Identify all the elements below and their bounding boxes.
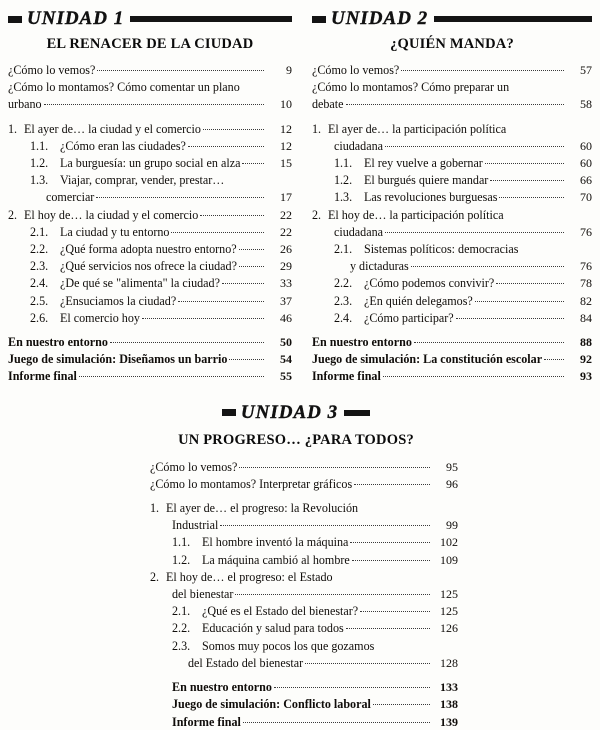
banner-rule-icon [130,16,292,22]
dot-leader [200,215,264,216]
toc-entry[interactable] [150,500,458,533]
unit-2-title: ¿QUIÉN MANDA? [390,36,514,52]
toc-entry-page: 60 [580,138,592,153]
toc-entry-text: ¿Ensuciamos la ciudad? [60,293,177,308]
dot-leader [354,484,430,485]
unit-1-label: UNIDAD 1 [27,8,125,29]
dot-leader [350,542,430,543]
toc-entry-page: 125 [440,604,458,619]
toc-entry[interactable] [312,310,592,326]
unit-1-title: EL RENACER DE LA CIUDAD [46,36,254,52]
dot-leader [456,318,564,319]
dot-leader [243,722,430,723]
toc-entry-page: 109 [440,552,458,567]
toc-entry[interactable] [8,207,292,223]
toc-entry-text: ¿Cómo eran las ciudades? [60,138,186,153]
toc-entry-page: 125 [440,587,458,602]
toc-entry-text-cont: y dictaduras [349,259,409,274]
toc-entry-text: ¿Qué es el Estado del bienestar? [202,604,359,619]
toc-entry-text: ¿Cómo participar? [363,310,454,325]
banner-bar-icon [8,16,22,23]
toc-entry-page: 76 [580,224,592,239]
toc-entry-text: ¿De qué se "alimenta" la ciudad? [60,276,220,291]
unit-1-column [8,6,292,386]
toc-entry[interactable] [150,459,458,475]
toc-entry[interactable] [8,121,292,137]
toc-entry-text: El hoy de… la ciudad y el comercio [24,207,199,222]
toc-entry-text: Educación y salud para todos [202,621,344,636]
toc-entry[interactable] [150,603,458,619]
toc-entry-text-cont: debate [311,97,344,112]
toc-entry-page: 128 [440,655,458,670]
toc-columns [8,6,592,386]
toc-entry-number: 1.3. [333,190,353,205]
toc-entry-text-cont: urbano [8,97,42,112]
toc-entry[interactable] [8,172,292,205]
toc-entry-page: 138 [440,697,458,712]
dot-leader [411,266,564,267]
toc-entry-number: 2.5. [30,293,49,308]
toc-entry-text: Somos muy pocos los que gozamos [202,638,375,653]
toc-entry-page: 66 [580,173,592,188]
dot-leader [239,467,430,468]
toc-entry-page: 10 [279,97,292,112]
toc-entry-text: El hombre inventó la máquina [202,535,349,550]
toc-entry-number: 2. [311,207,322,222]
toc-entry-text: Juego de simulación: Diseñamos un barrio [8,352,228,367]
toc-entry-text: ¿Cómo lo vemos? [311,63,400,77]
dot-leader [44,104,264,105]
toc-entry-number: 2.4. [333,310,353,325]
toc-entry-text: ¿Qué servicios nos ofrece la ciudad? [60,259,237,274]
toc-entry[interactable] [312,189,592,205]
dot-leader [274,687,430,688]
toc-entry[interactable] [150,638,458,671]
toc-entry-text: ¿Cómo lo vemos? [150,459,238,474]
toc-entry-number: 2.1. [333,242,353,257]
toc-entry-number: 1.2. [30,156,49,171]
dot-leader [385,232,564,233]
dot-leader [373,704,430,705]
toc-entry-text: ¿Cómo lo montamos? Cómo preparar un [311,80,510,95]
dot-leader [110,342,264,343]
toc-entry-page: 46 [279,310,292,325]
toc-entry-page: 96 [446,476,458,491]
toc-entry[interactable] [312,155,592,171]
toc-entry-text: La máquina cambió al hombre [202,552,350,567]
unit-3-toc [126,459,466,730]
unit-3-section [126,400,466,730]
toc-entry-text: ¿Cómo podemos convivir? [363,276,495,291]
unit-3-banner [126,400,466,426]
toc-entry-page: 133 [440,680,458,695]
unit-3-label: UNIDAD 3 [240,401,339,423]
toc-entry-page: 84 [580,310,592,325]
toc-entry[interactable] [312,351,592,367]
toc-entry-text: ¿Cómo lo montamos? Cómo comentar un plano [8,80,240,95]
toc-entry-text: ¿En quién delegamos? [363,293,473,308]
dot-leader [203,129,264,130]
toc-entry-number: 1.2. [333,173,353,188]
toc-entry[interactable] [8,275,292,291]
banner-bar-icon [312,16,326,23]
dot-leader [496,283,564,284]
toc-entry-text-cont: ciudadana [333,138,383,153]
toc-entry-text: Juego de simulación: La constitución escolar [311,352,543,367]
toc-entry-page: 22 [279,207,292,222]
toc-entry-text: En nuestro entorno [8,335,108,350]
toc-entry-page: 29 [279,259,292,274]
toc-entry[interactable] [8,258,292,274]
toc-entry[interactable] [8,138,292,154]
toc-entry-page: 57 [580,63,592,77]
unit-2-label: UNIDAD 2 [330,8,429,29]
banner-rule-icon [434,16,592,22]
toc-entry[interactable] [312,334,592,350]
toc-entry-text-cont: Industrial [172,518,219,533]
dot-leader [142,318,264,319]
dot-leader [499,197,564,198]
dot-leader [475,301,564,302]
toc-entry-text: Sistemas políticos: democracias [363,242,519,257]
toc-entry-text: Informe final [311,369,381,384]
toc-entry-page: 26 [279,242,292,257]
toc-entry-page: 92 [580,352,592,367]
toc-entry[interactable] [8,293,292,309]
toc-entry-number: 2.3. [333,293,353,308]
toc-entry-page: 17 [279,190,292,205]
dot-leader [239,249,264,250]
dot-leader [178,301,264,302]
toc-entry-text: El rey vuelve a gobernar [363,156,483,171]
toc-entry-number: 2.3. [172,638,191,653]
dot-leader [383,376,564,377]
toc-entry-text: Informe final [8,369,77,384]
toc-entry[interactable] [8,79,292,112]
dot-leader [346,104,564,105]
unit-2-toc [312,62,592,385]
toc-entry[interactable] [8,155,292,171]
toc-entry[interactable] [312,241,592,274]
toc-entry-page: 58 [580,97,592,112]
toc-entry-text: En nuestro entorno [172,680,272,695]
dot-leader [352,560,430,561]
toc-entry-number: 1.2. [172,552,191,567]
toc-entry-text: ¿Qué forma adopta nuestro entorno? [60,242,237,257]
toc-entry-page: 76 [580,259,592,274]
dot-leader [235,594,430,595]
dot-leader [401,70,564,71]
toc-entry-page: 70 [580,190,592,205]
toc-entry-number: 2.3. [30,259,49,274]
dot-leader [490,180,564,181]
dot-leader [220,525,430,526]
toc-entry[interactable] [312,62,592,78]
toc-entry-page: 50 [279,335,292,350]
toc-entry-text: La ciudad y tu entorno [60,224,170,239]
toc-entry-number: 2. [8,207,18,222]
toc-entry-page: 60 [580,156,592,171]
dot-leader [188,146,264,147]
toc-entry-number: 2.4. [30,276,49,291]
toc-entry[interactable] [312,368,592,384]
dot-leader [360,611,430,612]
dot-leader [242,163,264,164]
dot-leader [346,628,430,629]
toc-entry[interactable] [150,476,458,492]
dot-leader [414,342,564,343]
toc-entry-text: El ayer de… el progreso: la Revolución [166,501,359,516]
toc-entry[interactable] [8,62,292,78]
toc-entry-text-cont: del bienestar [172,587,234,602]
toc-entry-number: 1. [150,501,160,516]
toc-entry[interactable] [312,121,592,154]
toc-entry[interactable] [150,620,458,636]
toc-entry-text: Informe final [172,714,241,729]
toc-entry[interactable] [150,696,458,712]
toc-entry[interactable] [150,679,458,695]
toc-entry-page: 139 [440,714,458,729]
dot-leader [305,663,430,664]
toc-entry-text: El hoy de… el progreso: el Estado [166,569,333,584]
toc-entry-page: 37 [279,293,292,308]
toc-entry-number: 2.2. [30,242,49,257]
dot-leader [97,70,264,71]
toc-entry-number: 2.6. [30,310,49,325]
toc-entry-text: El ayer de… la participación política [327,121,507,136]
toc-entry[interactable] [8,310,292,326]
toc-entry[interactable] [312,293,592,309]
toc-entry-text-cont: del Estado del bienestar [188,655,304,670]
unit-1-toc [8,62,292,385]
toc-entry-page: 12 [279,138,292,153]
dot-leader [385,146,564,147]
toc-entry-page: 93 [580,369,592,384]
dot-leader [96,197,264,198]
toc-entry-number: 2. [150,569,160,584]
dot-leader [239,266,264,267]
toc-entry-page: 82 [580,293,592,308]
toc-entry-page: 78 [580,276,592,291]
toc-entry-page: 126 [440,621,458,636]
toc-entry-number: 1. [311,121,322,136]
toc-entry[interactable] [8,224,292,240]
toc-entry-page: 22 [279,224,292,239]
toc-entry-page: 15 [279,156,292,171]
toc-entry[interactable] [150,534,458,550]
toc-entry[interactable] [150,569,458,602]
toc-entry[interactable] [150,714,458,730]
toc-entry-number: 2.2. [333,276,353,291]
dot-leader [229,359,264,360]
toc-entry-text: El burgués quiere mandar [363,173,489,188]
toc-entry[interactable] [312,79,592,112]
toc-entry-text-cont: comerciar [46,190,95,205]
toc-entry[interactable] [312,172,592,188]
toc-entry-text: La burguesía: un grupo social en alza [60,156,241,171]
toc-entry[interactable] [150,552,458,568]
toc-entry[interactable] [312,207,592,240]
toc-entry-text: ¿Cómo lo montamos? Interpretar gráficos [150,476,353,491]
toc-entry-number: 1.1. [30,138,49,153]
toc-entry-page: 88 [580,335,592,350]
banner-rule-icon [344,410,370,416]
unit-1-banner [8,6,292,32]
dot-leader [171,232,263,233]
toc-entry-number: 2.2. [172,621,191,636]
toc-entry-page: 99 [446,518,458,533]
unit-2-banner [312,6,592,32]
toc-entry-number: 1. [8,121,18,136]
toc-entry-number: 1.1. [333,156,353,171]
toc-entry-text: Las revoluciones burguesas [363,190,498,205]
toc-entry-text: El comercio hoy [60,310,140,325]
toc-entry-number: 1.1. [172,535,191,550]
toc-entry-text: El hoy de… la participación política [327,207,504,222]
toc-entry-page: 9 [285,63,292,77]
toc-entry[interactable] [8,351,292,367]
unit-2-column [308,6,592,386]
toc-entry-number: 2.1. [30,224,49,239]
toc-entry-text: Viajar, comprar, vender, prestar… [60,173,225,188]
toc-entry[interactable] [8,241,292,257]
toc-entry-page: 102 [440,535,458,550]
toc-entry-text: El ayer de… la ciudad y el comercio [24,121,201,136]
dot-leader [485,163,564,164]
dot-leader [222,283,264,284]
toc-entry[interactable] [8,334,292,350]
unit-3-title: UN PROGRESO… ¿PARA TODOS? [178,431,414,448]
dot-leader [79,376,264,377]
toc-entry-number: 2.1. [172,604,191,619]
toc-entry-page: 54 [279,352,292,367]
banner-bar-icon [222,409,236,416]
toc-entry-page: 33 [279,276,292,291]
toc-entry-text-cont: ciudadana [333,224,383,239]
toc-entry-number: 1.3. [30,173,49,188]
toc-entry[interactable] [312,275,592,291]
toc-entry-text: ¿Cómo lo vemos? [8,63,96,77]
toc-entry-text: En nuestro entorno [311,335,412,350]
toc-entry[interactable] [8,368,292,384]
toc-entry-text: Juego de simulación: Conflicto laboral [172,697,371,712]
dot-leader [544,359,564,360]
toc-entry-page: 95 [446,459,458,474]
toc-entry-page: 55 [279,369,292,384]
toc-entry-page: 12 [279,121,292,136]
